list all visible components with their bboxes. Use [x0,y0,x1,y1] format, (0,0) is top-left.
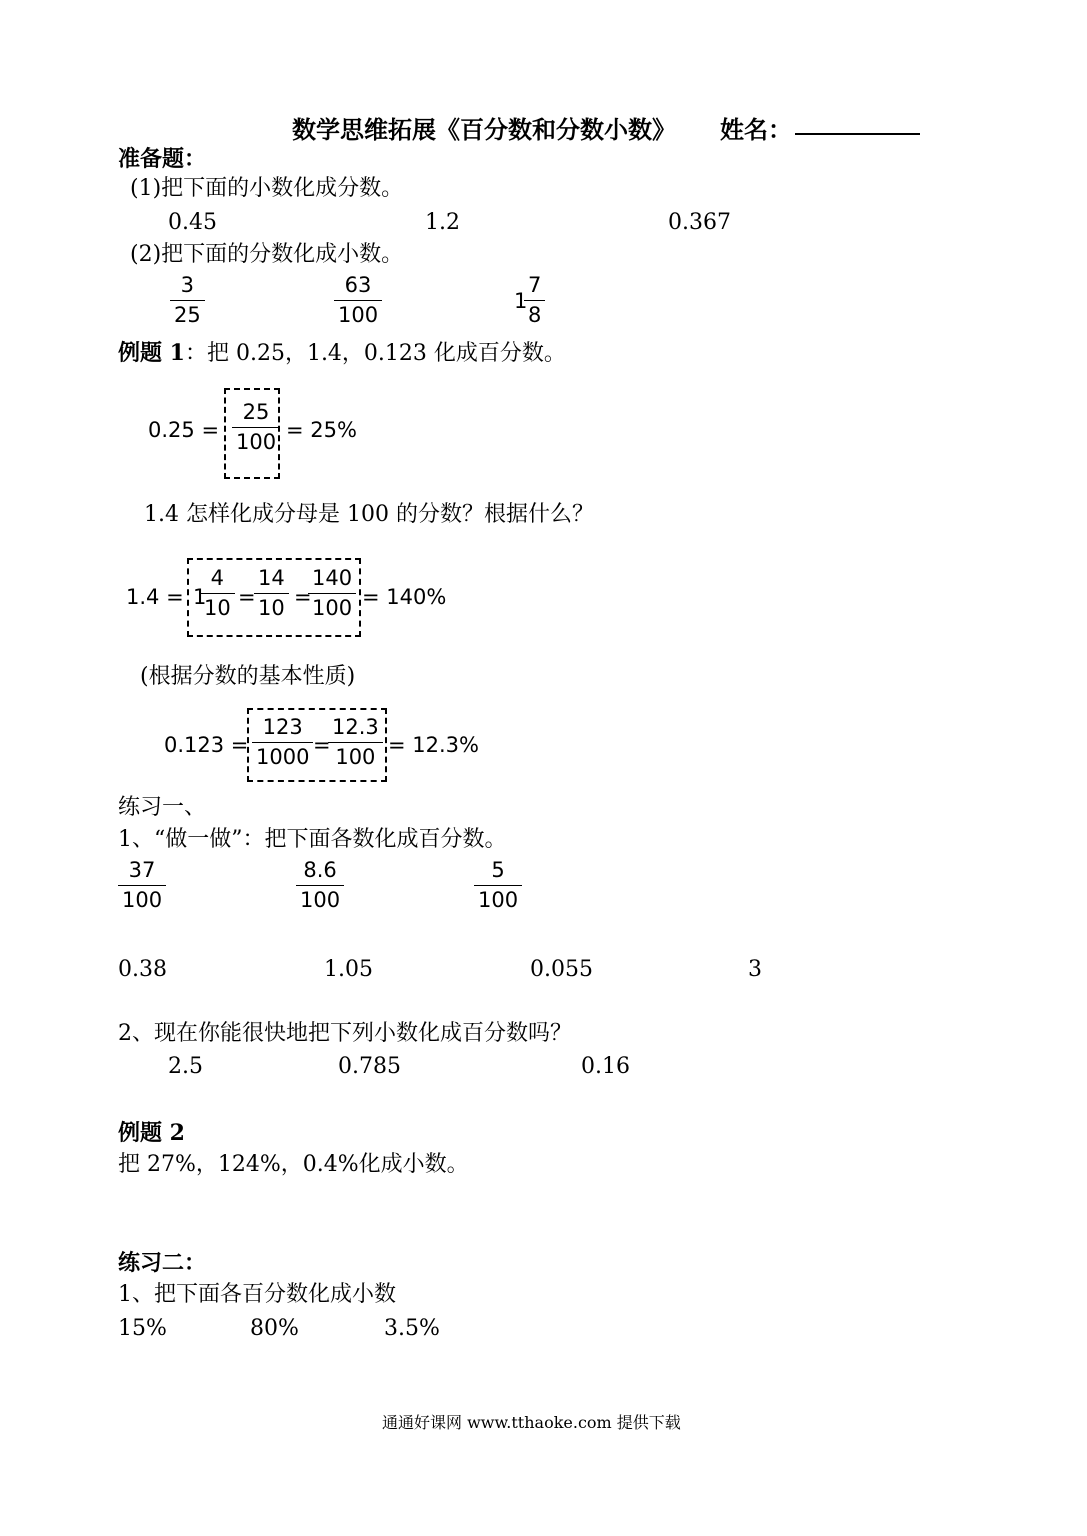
practice1-decimal: 1.05 [324,957,373,982]
prep-mixed-whole: 1 [514,289,528,313]
eq3-lhs: 0.123 = [164,733,249,757]
prep-q2: (2)把下面的分数化成小数。 [130,242,404,267]
practice2-item: 15% [118,1316,167,1341]
eq1-lhs: 0.25 = [148,418,220,442]
eq2-lhs: 1.4 = [126,585,184,609]
equals-sign: = [294,585,312,609]
example1-note: (根据分数的基本性质) [140,664,356,689]
practice1-fraction: 5 100 [474,858,522,912]
example1-text: ：把 0.25，1.4，0.123 化成百分数。 [184,341,566,366]
eq2-result: = 140% [362,585,447,609]
practice2-q1: 1、把下面各百分数化成小数 [118,1282,396,1307]
practice1-q2-item: 2.5 [168,1054,203,1079]
eq2-fraction: 140 100 [308,566,356,620]
prep-fraction: 7 8 [524,273,545,327]
prep-q1-item: 0.45 [168,210,217,235]
practice1-decimal: 0.055 [530,957,593,982]
prep-fraction: 3 25 [170,273,205,327]
example1-question: 1.4 怎样化成分母是 100 的分数？根据什么？ [144,502,594,527]
example1-heading: 例题 1 [118,340,185,366]
example1-line [118,340,566,367]
practice1-q2: 2、现在你能很快地把下列小数化成百分数吗？ [118,1021,572,1046]
eq2-fraction: 4 10 [200,566,235,620]
eq3-fraction: 12.3 100 [328,715,383,769]
practice1-decimal: 3 [748,957,762,982]
example2-heading: 例题 2 [118,1120,185,1146]
eq1-result: = 25% [286,418,357,442]
eq1-fraction: 25 100 [232,400,280,454]
eq3-result: = 12.3% [388,733,479,757]
practice2-heading: 练习二： [118,1250,207,1276]
practice1-decimal: 0.38 [118,957,167,982]
equals-sign: = [313,733,331,757]
practice1-q2-item: 0.16 [581,1054,630,1079]
prep-q1-item: 1.2 [425,210,460,235]
practice1-fraction: 37 100 [118,858,166,912]
eq2-whole: 1 [193,585,207,609]
footer-text: 通通好课网 www.tthaoke.com 提供下载 [382,1413,681,1432]
name-blank[interactable] [795,133,920,135]
eq2-fraction: 14 10 [254,566,289,620]
prep-fraction: 63 100 [334,273,382,327]
practice2-item: 80% [250,1316,299,1341]
practice1-q1: 1、“做一做”：把下面各数化成百分数。 [118,827,507,852]
equals-sign: = [238,585,256,609]
prep-heading: 准备题： [118,146,207,172]
practice1-q2-item: 0.785 [338,1054,401,1079]
practice1-heading: 练习一、 [118,795,207,820]
prep-q1: (1)把下面的小数化成分数。 [130,176,404,201]
practice2-item: 3.5% [384,1316,440,1341]
prep-q1-item: 0.367 [668,210,731,235]
page-title: 数学思维拓展《百分数和分数小数》 [292,115,676,144]
eq3-fraction: 123 1000 [252,715,313,769]
practice1-fraction: 8.6 100 [296,858,344,912]
example2-text: 把 27%，124%，0.4%化成小数。 [118,1152,469,1177]
name-label: 姓名： [720,115,792,144]
